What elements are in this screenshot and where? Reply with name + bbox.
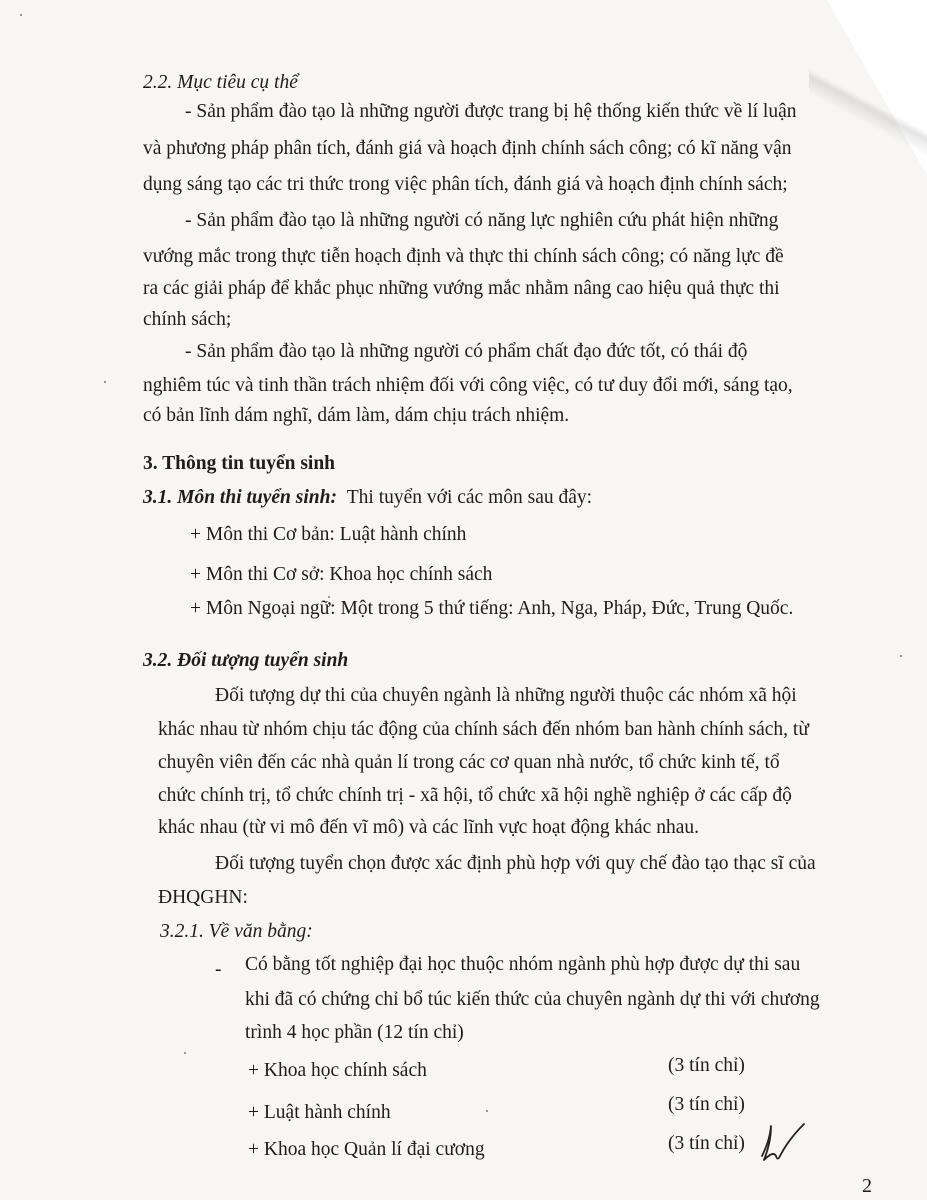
scan-speck: [328, 596, 330, 598]
para-3-2-1-line-5: khác nhau (từ vi mô đến vĩ mô) và các lĩnh vực hoạt động khác nhau.: [158, 817, 699, 838]
para-2-2-1-line-3: dụng sáng tạo các tri thức trong việc phân tích, đánh giá và hoạch định chính sách;: [143, 174, 788, 195]
section-3-heading: 3. Thông tin tuyển sinh: [143, 453, 336, 474]
para-3-2-2-line-1: Đối tượng tuyển chọn được xác định phù hợp với quy chế đào tạo thạc sĩ của: [215, 853, 816, 874]
para-3-2-1-line-3: chuyên viên đến các nhà quản lí trong các cơ quan nhà nước, tổ chức kinh tế, tổ: [158, 752, 780, 773]
section-3-1-text: Thi tuyển với các môn sau đây:: [346, 487, 593, 508]
para-2-2-2-line-3: ra các giải pháp để khắc phục những vướng mắc nhằm nâng cao hiệu quả thực thi: [143, 278, 780, 299]
page-number: 2: [862, 1175, 872, 1197]
scan-speck: [20, 14, 22, 16]
para-2-2-1-line-2: và phương pháp phân tích, đánh giá và hoạch định chính sách công; có kĩ năng vận: [143, 138, 792, 159]
course-credits: (3 tín chỉ): [668, 1133, 745, 1154]
course-name: + Khoa học Quản lí đại cương: [248, 1139, 485, 1160]
para-2-2-2-line-2: vướng mắc trong thực tiễn hoạch định và thực thi chính sách công; có năng lực đề: [143, 246, 784, 267]
scan-speck: [184, 1052, 186, 1054]
bullet-line-1: Có bằng tốt nghiệp đại học thuộc nhóm ngành phù hợp được dự thi sau: [245, 954, 801, 975]
para-2-2-3-line-2: nghiêm túc và tinh thần trách nhiệm đối với công việc, có tư duy đổi mới, sáng tạo,: [143, 375, 793, 396]
course-name: + Luật hành chính: [248, 1102, 391, 1123]
scan-speck: [486, 1110, 488, 1112]
bullet-line-2: khi đã có chứng chỉ bổ túc kiến thức của chuyên ngành dự thi với chương: [245, 989, 820, 1010]
para-3-2-1-line-2: khác nhau từ nhóm chịu tác động của chính sách đến nhóm ban hành chính sách, từ: [158, 719, 809, 740]
section-2-2-heading: 2.2. Mục tiêu cụ thể: [143, 72, 298, 93]
para-2-2-2-line-4: chính sách;: [143, 309, 232, 330]
exam-subject-item: + Môn Ngoại ngữ: Một trong 5 thứ tiếng: Anh, Nga, Pháp, Đức, Trung Quốc.: [190, 598, 794, 619]
para-3-2-2-line-2: ĐHQGHN:: [158, 887, 248, 908]
para-2-2-3-line-1: - Sản phẩm đào tạo là những người có phẩm chất đạo đức tốt, có thái độ: [185, 341, 748, 362]
exam-subject-item: + Môn thi Cơ bản: Luật hành chính: [190, 524, 467, 545]
corner-shadow: [809, 0, 927, 190]
section-3-1-line: [143, 486, 592, 510]
course-credits: (3 tín chỉ): [668, 1094, 745, 1115]
section-3-2-heading: 3.2. Đối tượng tuyển sinh: [143, 650, 349, 671]
para-2-2-1-line-1: - Sản phẩm đào tạo là những người được trang bị hệ thống kiến thức về lí luận: [185, 101, 797, 122]
para-3-2-1-line-4: chức chính trị, tổ chức chính trị - xã hội, tổ chức xã hội nghề nghiệp ở các cấp độ: [158, 785, 792, 806]
para-3-2-1-line-1: Đối tượng dự thi của chuyên ngành là những người thuộc các nhóm xã hội: [215, 685, 797, 706]
handwritten-initials: [756, 1120, 806, 1164]
para-2-2-2-line-1: - Sản phẩm đào tạo là những người có năng lực nghiên cứu phát hiện những: [185, 210, 779, 231]
para-2-2-3-line-3: có bản lĩnh dám nghĩ, dám làm, dám chịu trách nhiệm.: [143, 405, 570, 426]
bullet-line-3: trình 4 học phần (12 tín chỉ): [245, 1022, 464, 1043]
exam-subject-item: + Môn thi Cơ sở: Khoa học chính sách: [190, 564, 493, 585]
course-name: + Khoa học chính sách: [248, 1060, 427, 1081]
scan-speck: [900, 655, 902, 657]
section-3-1-label: 3.1. Môn thi tuyển sinh:: [143, 487, 337, 508]
section-3-2-1-heading: 3.2.1. Về văn bằng:: [160, 921, 313, 942]
scan-speck: [104, 381, 106, 383]
bullet-marker: -: [215, 959, 222, 980]
course-credits: (3 tín chỉ): [668, 1055, 745, 1076]
